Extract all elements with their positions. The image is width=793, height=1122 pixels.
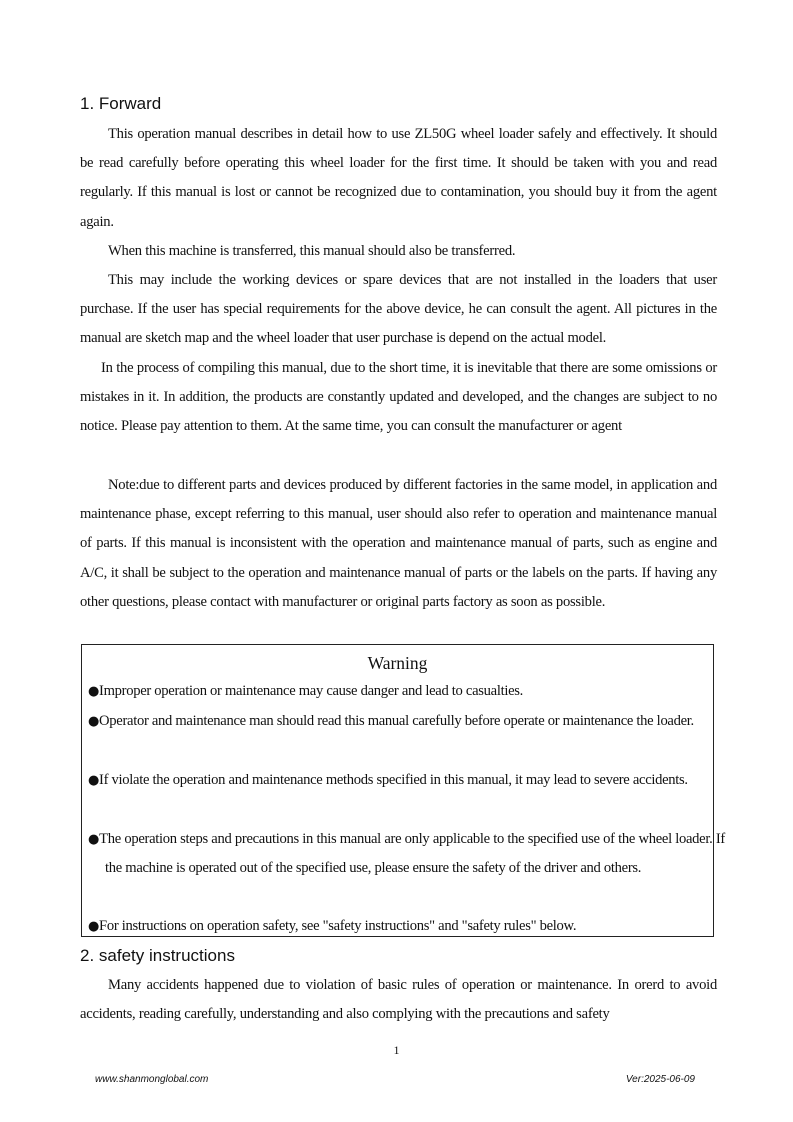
paragraph-transfer: When this machine is transferred, this manual should also be transferred.	[108, 243, 516, 259]
paragraph-forward-intro: This operation manual describes in detail how to use ZL50G wheel loader safely and effectively. It should be read carefully before operating this wheel loader for the first time. It should be taken with you and read regularly. If this manual is lost or cannot be recognized due to contamination, you should buy it from the agent again.	[80, 126, 717, 230]
paragraph-devices: This may include the working devices or spare devices that are not installed in the loaders that user purchase. If the user has special requirements for the above device, he can consult the agent. All pictures in the manual are sketch map and the wheel loader that user purchase is depend on the actual model.	[80, 272, 717, 347]
bullet-icon: ●	[88, 919, 100, 934]
warning-item: ●The operation steps and precautions in this manual are only applicable to the specified use of the wheel loader. If the machine is operated out of the specified use, please ensure the safety of the driver and others.	[88, 831, 725, 877]
footer-website: www.shanmonglobal.com	[95, 1074, 209, 1085]
bullet-icon: ●	[88, 773, 100, 788]
warning-item: ●Improper operation or maintenance may cause danger and lead to casualties.	[88, 683, 523, 699]
paragraph-compiling: In the process of compiling this manual, due to the short time, it is inevitable that there are some omissions or mistakes in it. In addition, the products are constantly updated and developed, and the changes are subject to no notice. Please pay attention to them. At the same time, you can consult the manufacturer or agent	[80, 360, 717, 435]
page-number: 1	[393, 1043, 400, 1057]
section-heading-forward: 1. Forward	[80, 94, 162, 113]
warning-item: ●If violate the operation and maintenance methods specified in this manual, it may lead to severe accidents.	[88, 772, 688, 788]
bullet-icon: ●	[88, 832, 100, 847]
warning-box	[81, 644, 725, 937]
bullet-icon: ●	[88, 714, 100, 729]
section-heading-safety: 2. safety instructions	[80, 946, 235, 965]
warning-title: Warning	[367, 653, 428, 673]
paragraph-safety-intro: Many accidents happened due to violation of basic rules of operation or maintenance. In orerd to avoid accidents, reading carefully, understanding and also complying with the precautions and safety	[80, 977, 717, 1023]
warning-item: ●For instructions on operation safety, see "safety instructions" and "safety rules" below.	[88, 918, 577, 934]
bullet-icon: ●	[88, 684, 100, 699]
warning-item: ●Operator and maintenance man should read this manual carefully before operate or maintenance the loader.	[88, 713, 694, 729]
paragraph-note: Note:due to different parts and devices produced by different factories in the same model, in application and maintenance phase, except referring to this manual, user should also refer to operation and maintenance manual of parts. If this manual is inconsistent with the operation and maintenance manual of parts, such as engine and A/C, it shall be subject to the operation and maintenance manual of parts or the labels on the parts. If having any other questions, please contact with manufacturer or original parts factory as soon as possible.	[80, 477, 717, 610]
footer-version: Ver:2025-06-09	[625, 1074, 695, 1085]
